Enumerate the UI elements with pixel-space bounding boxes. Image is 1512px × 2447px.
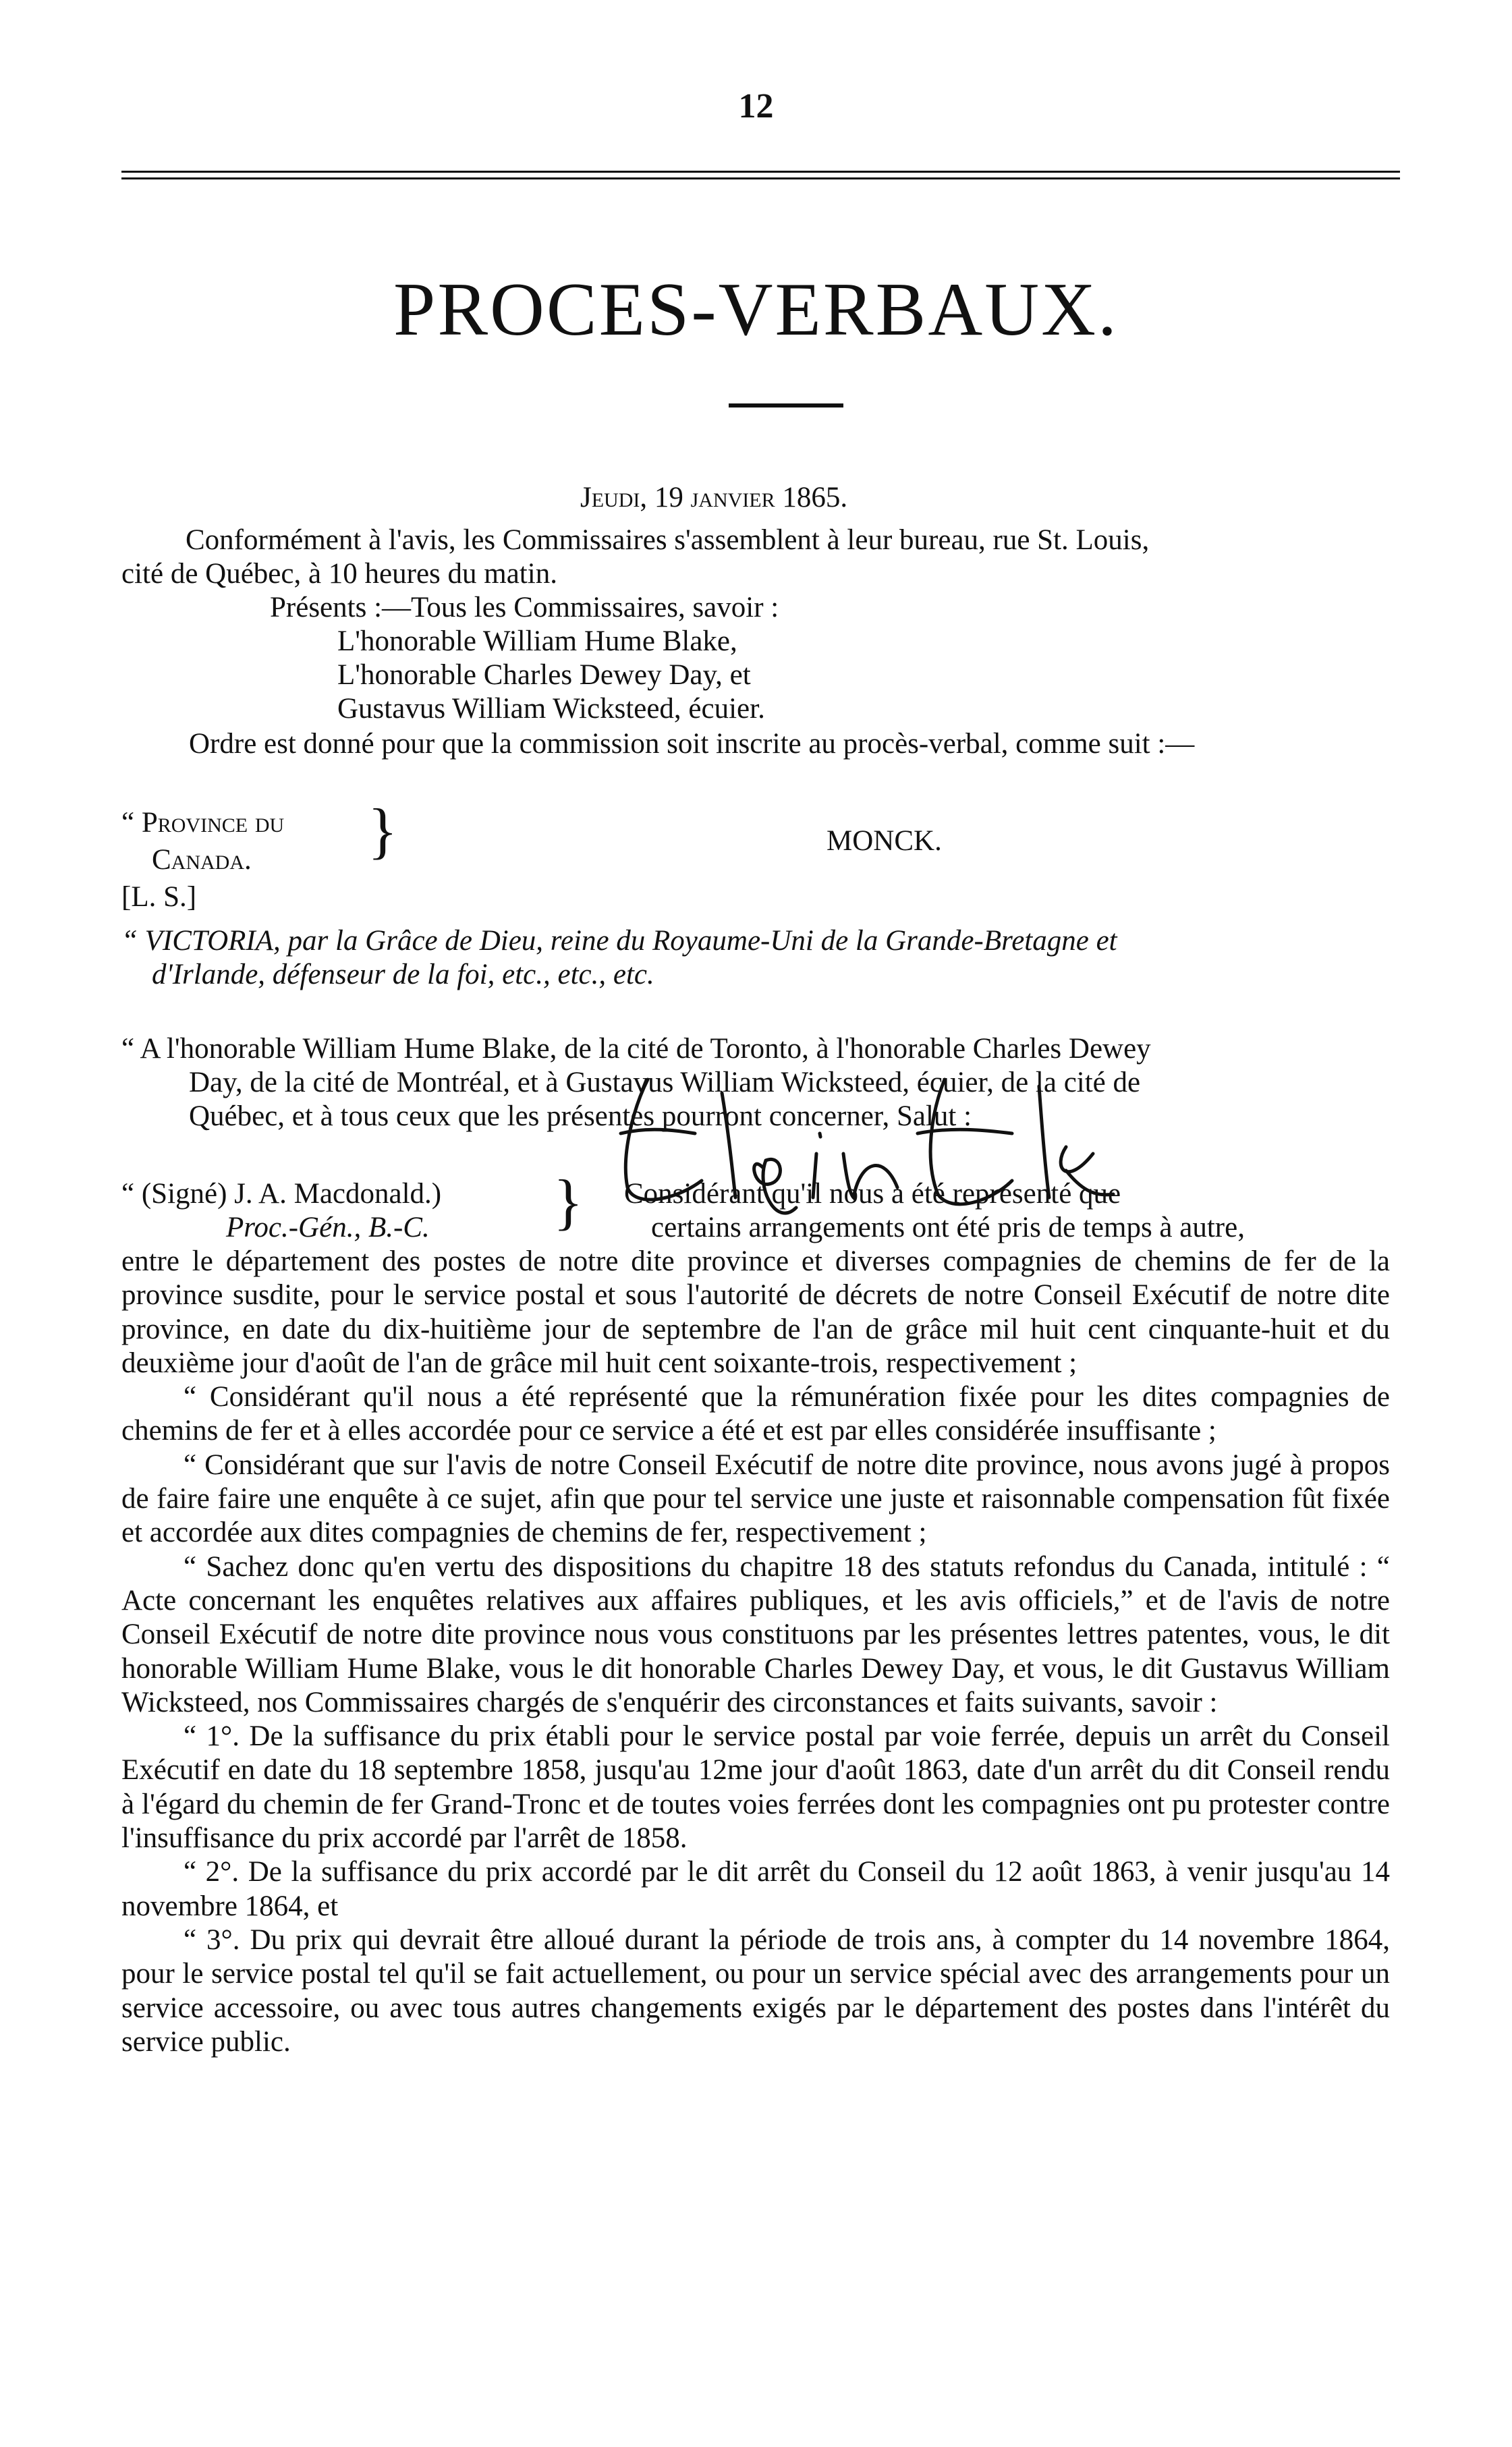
page-number: 12 xyxy=(738,87,774,125)
paragraph: “ 1°. De la suffisance du prix établi pour le service postal par voie ferrée, depuis un arrêt du Conseil Exécutif en date du 18 septembre 1858, jusqu'au 12me jour d'août 1863, date d'un arrêt du dit Conseil rendu à l'égard du chemin de fer Grand-Tronc et de toutes voies ferrées dont les compagnies ont pu protester contre l'insuffisance du prix accordé par l'arrêt de 1858. xyxy=(121,1720,1390,1855)
considerant-line-2: certains arrangements ont été pris de temps à autre, xyxy=(651,1212,1245,1243)
address-line-2: Day, de la cité de Montréal, et à Gustavus William Wicksteed, écuier, de la cité de xyxy=(189,1067,1141,1098)
paragraph: “ 3°. Du prix qui devrait être alloué durant la période de trois ans, à compter du 14 novembre 1864, pour le service postal tel qu'il se fait actuellement, ou pour un service spécial avec des arrangements pour un service accessoire, ou avec tous autres changements exigés par le département des postes dans l'intérêt du service public. xyxy=(121,1923,1390,2058)
signed-line: “ (Signé) J. A. Macdonald.) xyxy=(121,1178,442,1210)
victoria-line-2: d'Irlande, défenseur de la foi, etc., etc., etc. xyxy=(152,959,654,990)
signed-brace: } xyxy=(553,1167,584,1236)
province-line-1: “ Province du xyxy=(121,807,285,839)
province-brace: } xyxy=(368,796,398,865)
paragraph: entre le département des postes de notre dite province et diverses compagnies de chemins de fer de la province susdite, pour le service postal et sous l'autorité de décrets de notre Conseil Exécutif de notre dite province, en date du dix-huitième jour de septembre de l'an de grâce mil huit cent cinquante-huit et du deuxième jour d'août de l'an de grâce mil huit cent soixante-trois, respectivement ; xyxy=(121,1245,1390,1379)
victoria-line-1: “ VICTORIA, par la Grâce de Dieu, reine du Royaume-Uni de la Grande-Bretagne et xyxy=(121,925,1117,957)
commissioner-blake: L'honorable William Hume Blake, xyxy=(337,625,737,657)
address-line-1: “ A l'honorable William Hume Blake, de la cité de Toronto, à l'honorable Charles Dewey xyxy=(121,1033,1151,1065)
header-rule-top xyxy=(121,171,1400,173)
seal-mark: [L. S.] xyxy=(121,881,197,913)
commissioner-wicksteed: Gustavus William Wicksteed, écuier. xyxy=(337,693,765,725)
commissioner-day: L'honorable Charles Dewey Day, et xyxy=(337,659,751,691)
signed-title: Proc.-Gén., B.-C. xyxy=(226,1212,430,1243)
paragraph: “ Considérant qu'il nous a été représenté que la rémunération fixée pour les dites compagnies de chemins de fer et à elles accordée pour ce service a été et est par elles considérée insuffisante ; xyxy=(121,1381,1390,1447)
considerant-line-1: Considérant qu'il nous a été représenté que xyxy=(624,1178,1121,1210)
page-title: PROCES-VERBAUX. xyxy=(393,268,1119,351)
paragraph: “ Considérant que sur l'avis de notre Conseil Exécutif de notre dite province, nous avons jugé à propos de faire faire une enquête à ce sujet, afin que pour tel service une juste et raisonnable compensation fût fixée et accordée aux dites compagnies de chemins de fer, respectivement ; xyxy=(121,1448,1390,1549)
title-rule xyxy=(729,403,843,407)
header-rule-bottom xyxy=(121,177,1400,179)
paragraph: “ Sachez donc qu'en vertu des dispositions du chapitre 18 des statuts refondus du Canada, intitulé : “ Acte concernant les enquêtes relatives aux affaires publiques, et les avis officiels,” et de l'avis de notre Conseil Exécutif de notre dite province nous vous constituons par les présentes lettres patentes, vous, le dit honorable William Hume Blake, vous le dit honorable Charles Dewey Day, et vous, le dit Gustavus William Wicksteed, nos Commissaires chargés de s'enquérir des circonstances et faits suivants, savoir : xyxy=(121,1550,1390,1718)
paragraph: “ 2°. De la suffisance du prix accordé par le dit arrêt du Conseil du 12 août 1863, à venir jusqu'au 14 novembre 1864, et xyxy=(121,1856,1390,1922)
governor-monck: MONCK. xyxy=(827,825,942,857)
opening-line-1: Conformément à l'avis, les Commissaires s'assemblent à leur bureau, rue St. Louis, xyxy=(186,524,1150,556)
date-line: Jeudi, 19 janvier 1865. xyxy=(580,482,848,513)
opening-line-2: cité de Québec, à 10 heures du matin. xyxy=(121,558,557,590)
address-line-3: Québec, et à tous ceux que les présentes pourront concerner, Salut : xyxy=(189,1100,972,1132)
opening-line-3: Présents :—Tous les Commissaires, savoir : xyxy=(270,592,779,623)
body-text xyxy=(121,1245,1390,2059)
opening-line-7: Ordre est donné pour que la commission soit inscrite au procès-verbal, comme suit :— xyxy=(189,728,1195,760)
province-line-2: Canada. xyxy=(152,844,252,876)
